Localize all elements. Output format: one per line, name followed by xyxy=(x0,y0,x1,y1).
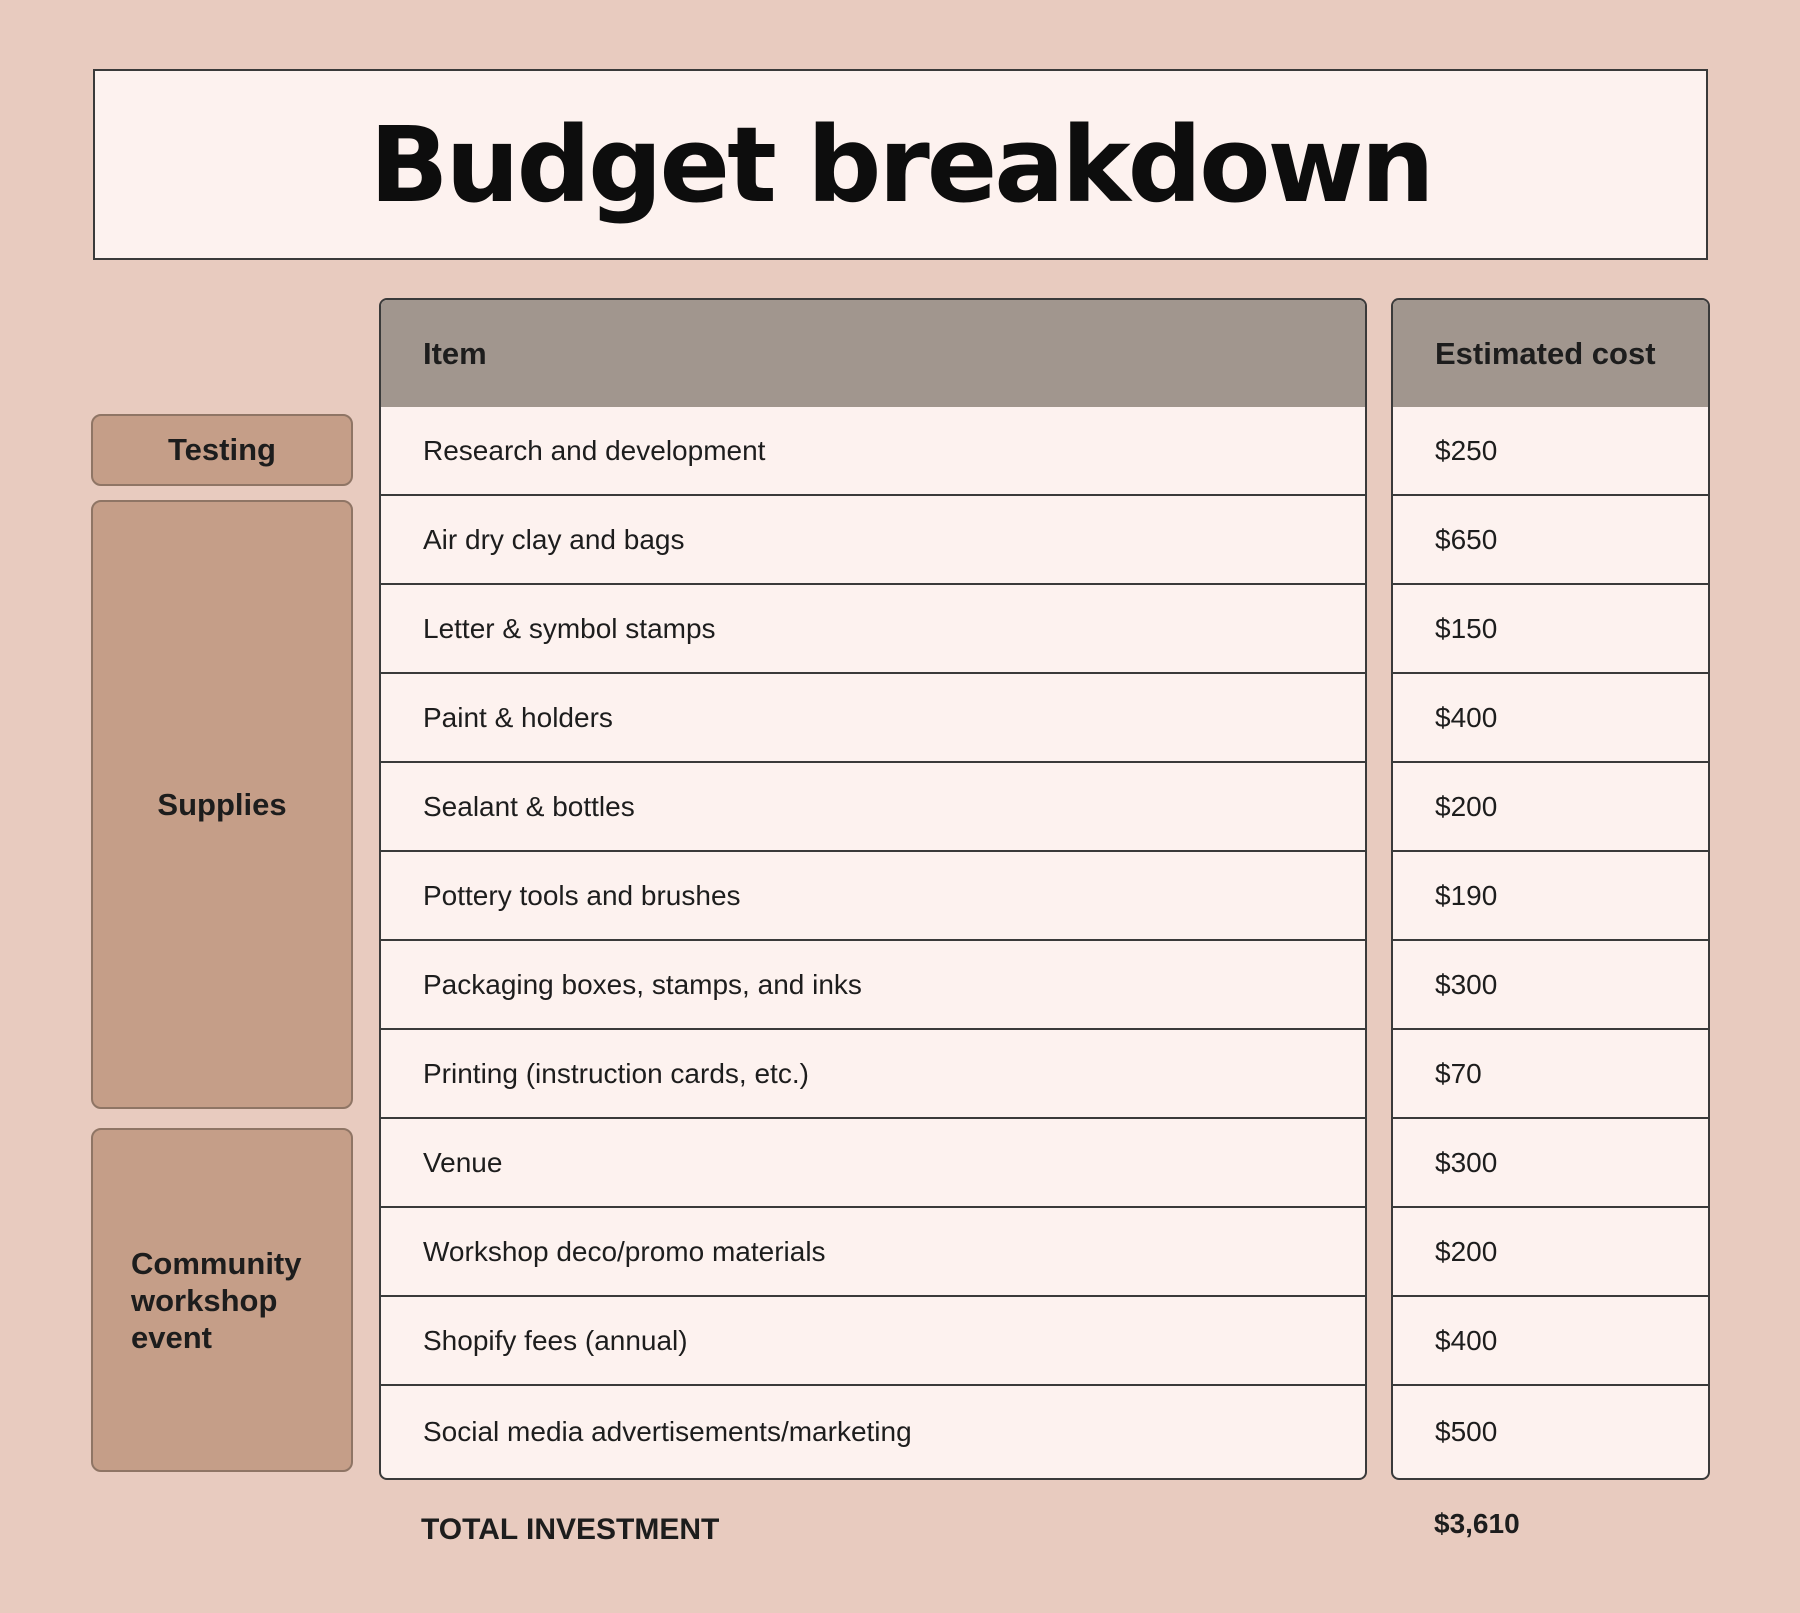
category-supplies xyxy=(91,500,353,1109)
category-community-workshop-event xyxy=(91,1128,353,1472)
table-row: Air dry clay and bags xyxy=(381,494,1365,583)
cost-cell: $650 xyxy=(1393,494,1708,583)
cost-cell: $70 xyxy=(1393,1028,1708,1117)
cost-cell: $190 xyxy=(1393,850,1708,939)
category-label: Testing xyxy=(168,432,276,467)
table-row: Printing (instruction cards, etc.) xyxy=(381,1028,1365,1117)
table-row: Venue xyxy=(381,1117,1365,1206)
table-row: Paint & holders xyxy=(381,672,1365,761)
title-box xyxy=(93,69,1708,260)
total-value: $3,610 xyxy=(1434,1508,1520,1539)
table-row: Social media advertisements/marketing xyxy=(381,1384,1365,1478)
items-column xyxy=(379,298,1367,1480)
table-row: Letter & symbol stamps xyxy=(381,583,1365,672)
table-row: Pottery tools and brushes xyxy=(381,850,1365,939)
cost-cell: $200 xyxy=(1393,1206,1708,1295)
cost-cell: $250 xyxy=(1435,434,1498,466)
table-row: Workshop deco/promo materials xyxy=(381,1206,1365,1295)
costs-column xyxy=(1391,298,1710,1480)
category-testing xyxy=(91,414,353,486)
table-row: Research and development xyxy=(423,434,766,466)
table-row: Shopify fees (annual) xyxy=(381,1295,1365,1384)
column-header-cost: Estimated cost xyxy=(1393,300,1708,407)
category-label: Supplies xyxy=(157,786,287,822)
cost-cell: $300 xyxy=(1393,1117,1708,1206)
cost-cell: $150 xyxy=(1393,583,1708,672)
page-title: Budget breakdown xyxy=(369,103,1432,226)
category-label: Community workshop event xyxy=(131,1245,302,1355)
column-header-item: Item xyxy=(381,300,1365,407)
table-row: Sealant & bottles xyxy=(381,761,1365,850)
cost-cell: $400 xyxy=(1393,1295,1708,1384)
cost-cell: $400 xyxy=(1393,672,1708,761)
cost-cell: $200 xyxy=(1393,761,1708,850)
table-row: Packaging boxes, stamps, and inks xyxy=(381,939,1365,1028)
total-label: TOTAL INVESTMENT xyxy=(421,1513,720,1546)
cost-cell: $300 xyxy=(1393,939,1708,1028)
cost-cell: $500 xyxy=(1393,1384,1708,1478)
